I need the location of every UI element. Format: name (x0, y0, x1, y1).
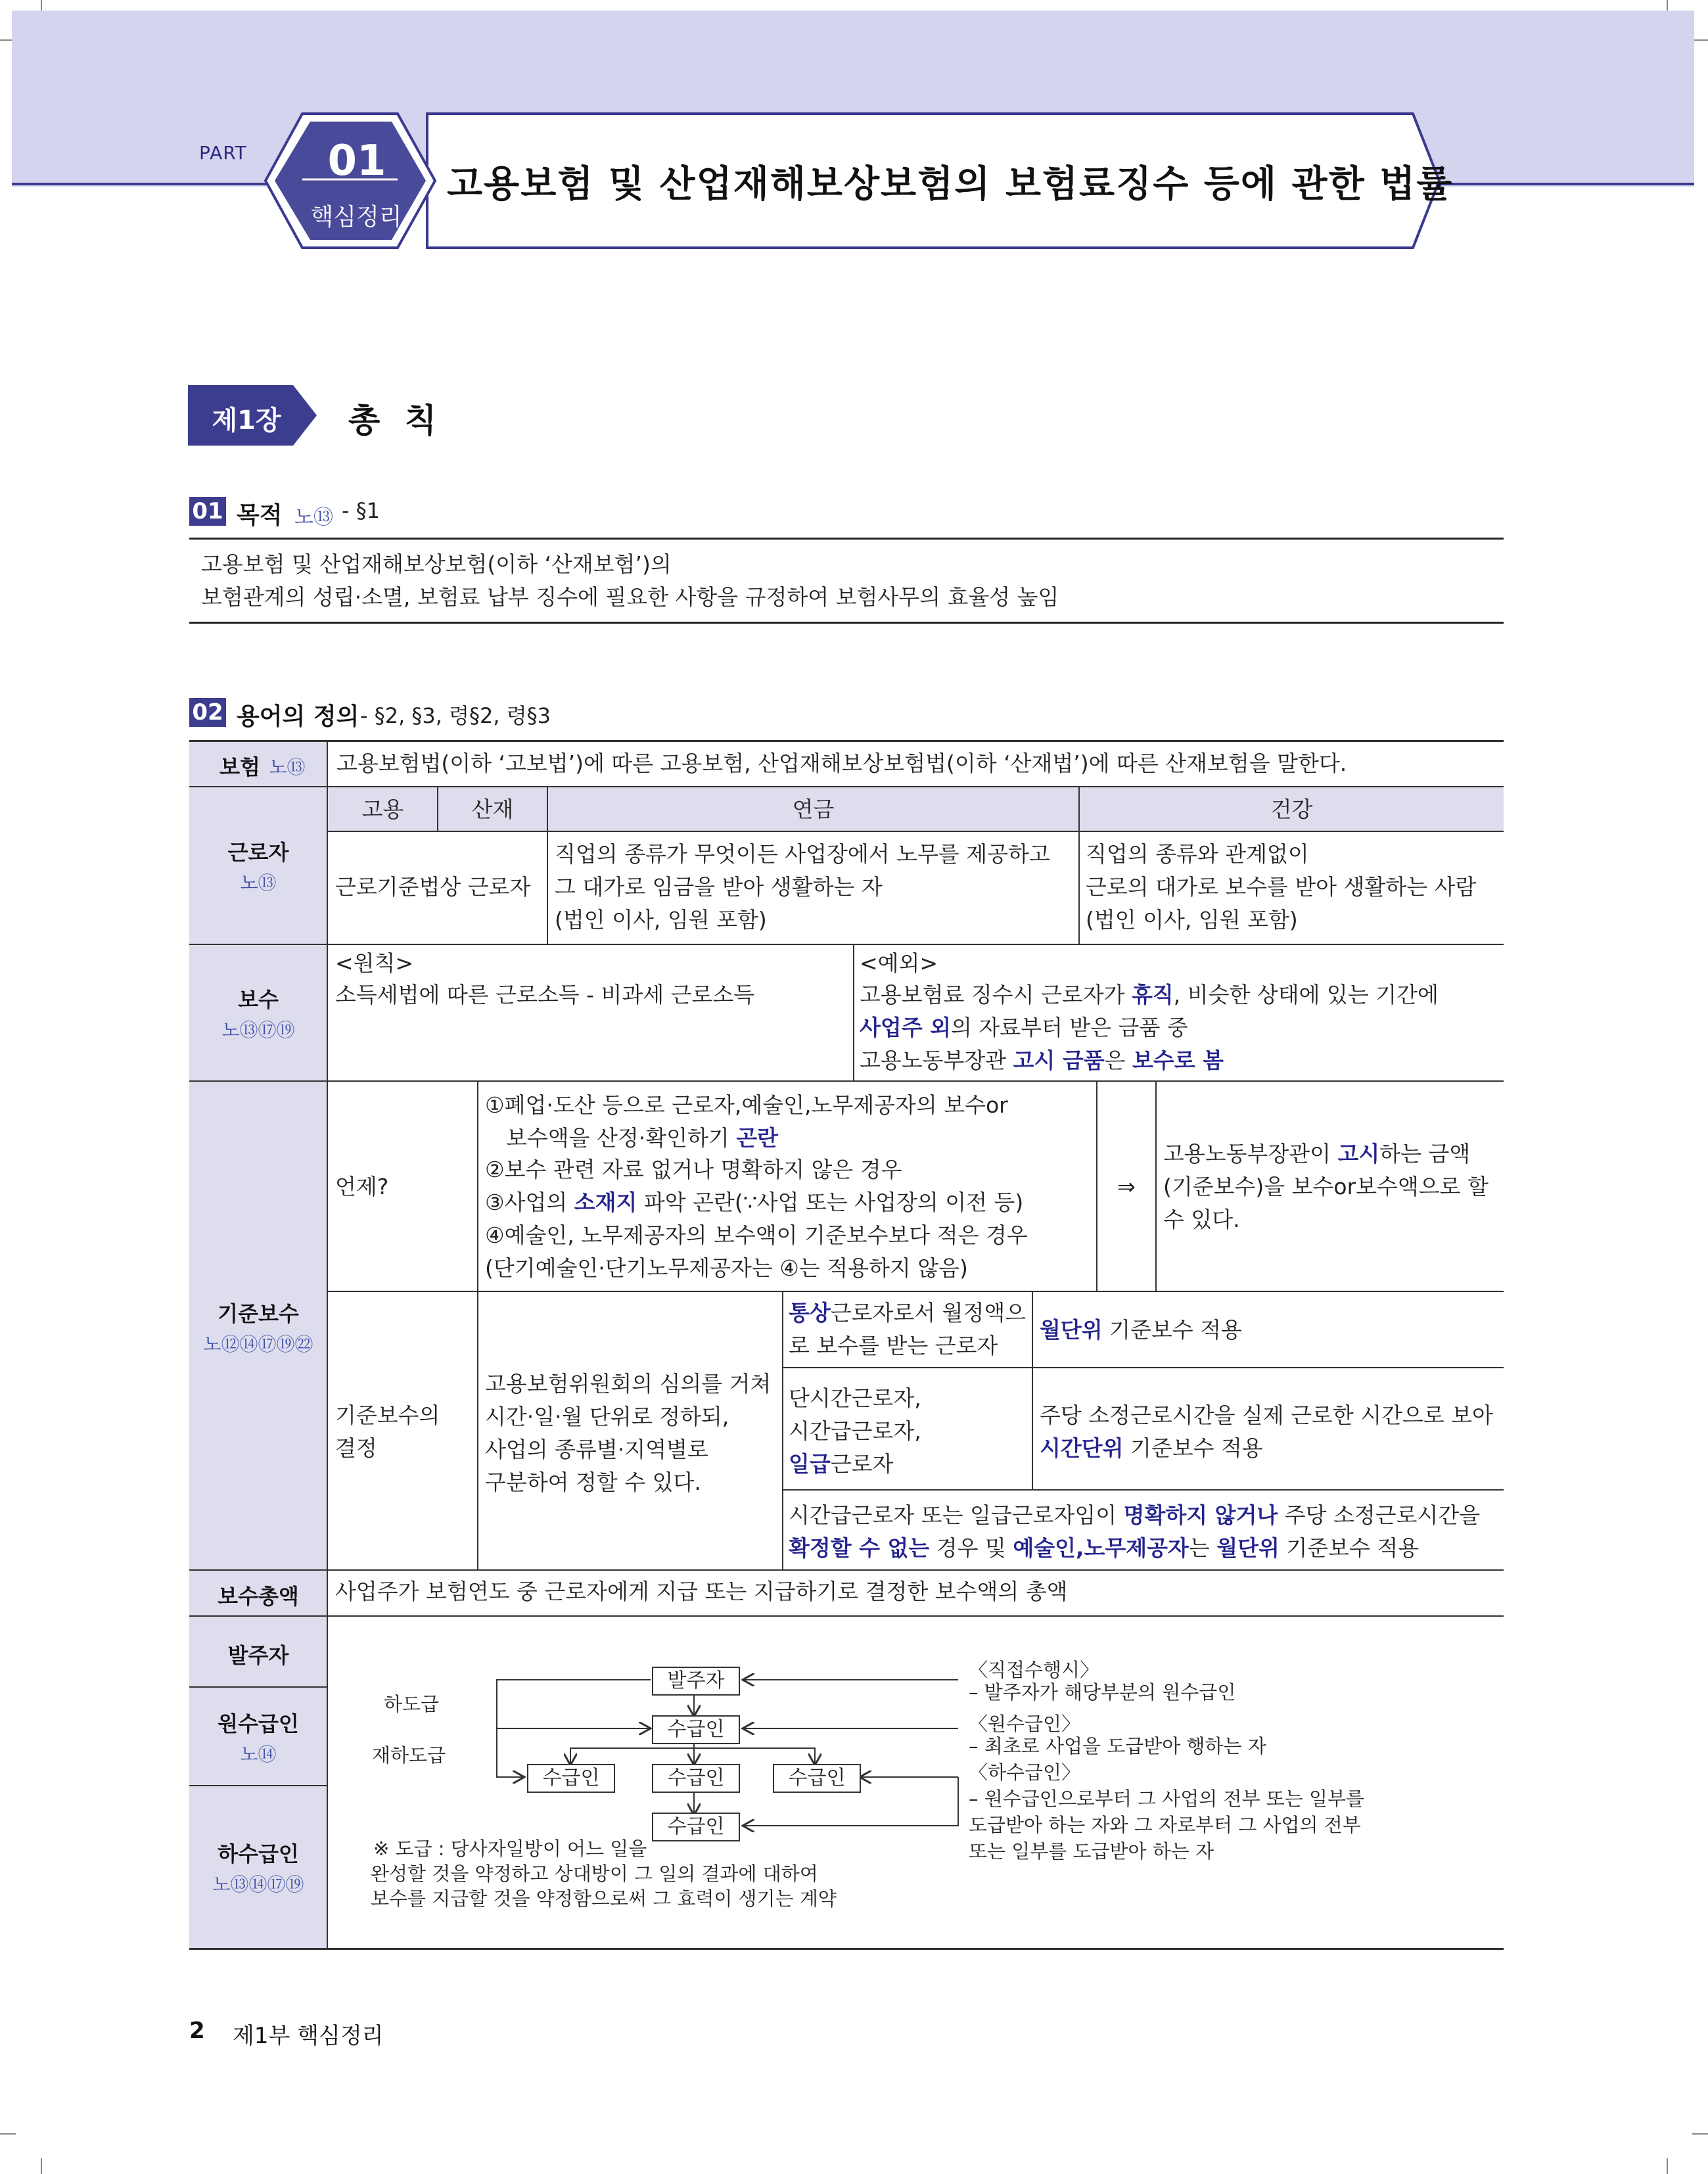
standard-pay-when-label: 언제? (335, 1174, 389, 1199)
row-label-subcontractor: 하수급인 (218, 1841, 299, 1866)
standard-pay-note: 시간급근로자 또는 일급근로자임이 명확하지 않거나 주당 소정근로시간을 (789, 1502, 1481, 1528)
part-subtitle: 핵심정리 (310, 204, 402, 231)
diagram-sub-text: 또는 일부를 도급받아 하는 자 (969, 1840, 1214, 1862)
diagram-box-contractor: 수급인 (773, 1764, 861, 1793)
part-time-result: 주당 소정근로시간을 실제 근로한 시간으로 보아 (1040, 1402, 1494, 1428)
exam-tag: 노⑭ (240, 1744, 277, 1765)
insurance-definition: 고용보험법(이하 ‘고보법’)에 따른 고용보험, 산업재해보상보험법(이하 ‘산재법’)에 따른 산재보험을 말한다. (336, 751, 1347, 776)
row-label-total-pay: 보수총액 (218, 1584, 299, 1609)
diagram-sub-text: 도급받아 하는 자와 그 자로부터 그 사업의 전부 (969, 1814, 1361, 1836)
part-time-result: 시간단위 기준보수 적용 (1040, 1435, 1263, 1461)
standard-pay-case: (단기예술인·단기노무제공자는 ④는 적용하지 않음) (485, 1255, 968, 1281)
exam-tag: 노⑫⑭⑰⑲㉒ (203, 1333, 313, 1355)
worker-health-line: 직업의 종류와 관계없이 (1086, 841, 1309, 867)
diagram-box-orderer: 발주자 (652, 1667, 740, 1696)
row-label-standard-pay: 기준보수 (218, 1301, 299, 1326)
purpose-line: 고용보험 및 산업재해보상보험(이하 ‘산재보험’)의 (201, 551, 672, 577)
regular-worker: 통상근로자로서 월정액으 (789, 1300, 1027, 1326)
exam-tag: 노⑬ (240, 872, 277, 894)
remuneration-exception-line: 고용노동부장관 고시 금품은 보수로 봄 (860, 1048, 1224, 1073)
worker-health-line: 근로의 대가로 보수를 받아 생활하는 사람 (1086, 874, 1477, 900)
part-time-worker: 단시간근로자, (789, 1385, 921, 1411)
standard-pay-decision-text: 사업의 종류별·지역별로 (485, 1437, 708, 1462)
diagram-box-contractor: 수급인 (652, 1813, 740, 1841)
column-header-pension: 연금 (792, 797, 835, 822)
standard-pay-result: 수 있다. (1163, 1207, 1240, 1232)
part-time-worker: 시간급근로자, (789, 1418, 921, 1444)
standard-pay-decision-text: 구분하여 정할 수 있다. (485, 1469, 701, 1495)
column-header-health: 건강 (1270, 797, 1313, 822)
part-label: PART (199, 142, 247, 164)
standard-pay-case: ③사업의 소재지 파악 곤란(∵사업 또는 사업장의 이전 등) (485, 1190, 1024, 1215)
contract-note: 보수를 지급할 것을 약정함으로써 그 효력이 생기는 계약 (371, 1887, 837, 1910)
diagram-box-contractor: 수급인 (652, 1715, 740, 1744)
standard-pay-case: ②보수 관련 자료 없거나 명확하지 않은 경우 (485, 1157, 902, 1182)
crop-mark (1692, 2133, 1708, 2135)
worker-pension-line: 그 대가로 임금을 받아 생활하는 자 (555, 874, 883, 900)
diagram-sub-text: – 원수급인으로부터 그 사업의 전부 또는 일부를 (969, 1788, 1365, 1810)
standard-pay-decision-text: 고용보험위원회의 심의를 거쳐 (485, 1371, 772, 1397)
standard-pay-decision-text: 시간·일·월 단위로 정하되, (485, 1404, 729, 1429)
diagram-box-contractor: 수급인 (527, 1764, 615, 1793)
diagram-direct-text: – 발주자가 해당부분의 원수급인 (969, 1681, 1236, 1703)
section-rule (189, 538, 1504, 540)
contract-note: ※ 도급 : 당사자일방이 어느 일을 (373, 1838, 647, 1860)
diagram-resubcontract-label: 재하도급 (372, 1744, 446, 1767)
arrow-icon: ⇒ (1117, 1174, 1136, 1199)
worker-employment-industrial: 근로기준법상 근로자 (335, 874, 531, 900)
remuneration-principle-title: <원칙> (335, 950, 414, 976)
column-header-industrial: 산재 (471, 797, 514, 822)
remuneration-exception-line: 고용보험료 징수시 근로자가 휴직, 비슷한 상태에 있는 기간에 (860, 982, 1439, 1007)
row-label-insurance: 보험 (219, 754, 260, 779)
regular-worker: 로 보수를 받는 근로자 (789, 1333, 998, 1358)
contract-note: 완성할 것을 약정하고 상대방이 그 일의 결과에 대하여 (371, 1862, 818, 1885)
exam-tag: 노⑬ (294, 506, 333, 529)
standard-pay-decision-label: 기준보수의 (335, 1402, 440, 1428)
row-label-remuneration: 보수 (238, 987, 279, 1012)
standard-pay-note: 확정할 수 없는 경우 및 예술인,노무제공자는 월단위 기준보수 적용 (789, 1535, 1419, 1561)
section-rule (189, 622, 1504, 624)
page-number: 2 (189, 2018, 205, 2044)
row-label-prime-contractor: 원수급인 (218, 1711, 299, 1736)
section-reference: - §2, §3, 령§2, 령§3 (360, 703, 551, 728)
worker-pension-line: 직업의 종류가 무엇이든 사업장에서 노무를 제공하고 (555, 841, 1050, 867)
worker-health-line: (법인 이사, 임원 포함) (1086, 907, 1298, 933)
standard-pay-case: ④예술인, 노무제공자의 보수액이 기준보수보다 적은 경우 (485, 1222, 1028, 1248)
crop-mark (41, 2158, 42, 2174)
diagram-prime-title: 〈원수급인〉 (969, 1713, 1081, 1735)
section-reference: - §1 (342, 498, 381, 523)
section-title: 목적 (237, 502, 283, 529)
row-label-orderer: 발주자 (227, 1643, 289, 1668)
total-pay-definition: 사업주가 보험연도 중 근로자에게 지급 또는 지급하기로 결정한 보수액의 총액 (335, 1579, 1068, 1604)
part-time-worker: 일급근로자 (789, 1451, 894, 1477)
regular-worker-result: 월단위 기준보수 적용 (1040, 1317, 1242, 1343)
standard-pay-result: 고용노동부장관이 고시하는 금액 (1163, 1141, 1471, 1167)
row-label-worker: 근로자 (227, 840, 289, 865)
crop-mark (0, 2133, 16, 2135)
diagram-box-contractor: 수급인 (652, 1764, 740, 1793)
footer-section: 제1부 핵심정리 (233, 2023, 384, 2049)
page-title: 고용보험 및 산업재해보상보험의 보험료징수 등에 관한 법률 (447, 163, 1454, 206)
purpose-line: 보험관계의 성립·소멸, 보험료 납부 징수에 필요한 사항을 규정하여 보험사무의 효율성 높임 (201, 584, 1059, 610)
exam-tag: 노⑬⑭⑰⑲ (212, 1874, 304, 1895)
column-header-employment: 고용 (361, 797, 404, 822)
remuneration-exception-line: 사업주 외의 자료부터 받은 금품 중 (860, 1015, 1188, 1040)
diagram-direct-title: 〈직접수행시〉 (969, 1659, 1099, 1681)
diagram-subcontract-label: 하도급 (384, 1693, 440, 1715)
crop-mark (1692, 39, 1708, 41)
standard-pay-result: (기준보수)을 보수or보수액으로 할 (1163, 1174, 1489, 1199)
standard-pay-case: 보수액을 산정·확인하기 곤란 (506, 1125, 779, 1151)
diagram-prime-text: – 최초로 사업을 도급받아 행하는 자 (969, 1735, 1266, 1757)
chapter-tag: 제1장 (212, 405, 281, 436)
worker-pension-line: (법인 이사, 임원 포함) (555, 907, 767, 933)
standard-pay-case: ①폐업·도산 등으로 근로자,예술인,노무제공자의 보수or (485, 1092, 1008, 1118)
chapter-title: 총 칙 (348, 402, 444, 440)
section-number: 01 (189, 497, 226, 526)
exam-tag: 노⑬⑰⑲ (221, 1019, 295, 1041)
crop-mark (1667, 2158, 1668, 2174)
diagram-sub-title: 〈하수급인〉 (969, 1761, 1081, 1784)
standard-pay-decision-label: 결정 (335, 1435, 377, 1461)
part-number: 01 (327, 137, 386, 185)
section-number: 02 (189, 698, 226, 727)
exam-tag: 노⑬ (269, 756, 306, 778)
remuneration-exception-title: <예외> (860, 950, 938, 976)
remuneration-principle-text: 소득세법에 따른 근로소득 - 비과세 근로소득 (335, 982, 755, 1007)
section-title: 용어의 정의 (237, 703, 359, 730)
